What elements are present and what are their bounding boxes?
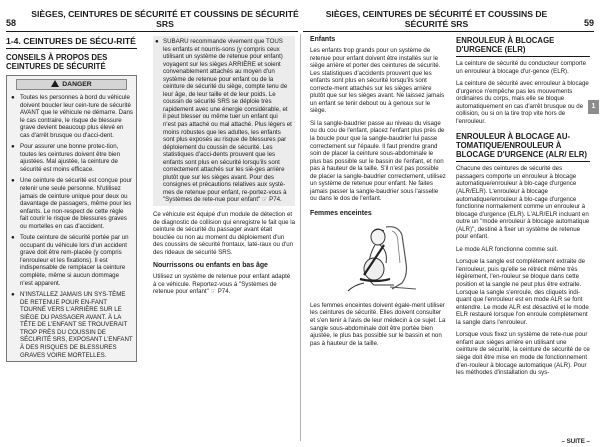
danger-continued-text: SUBARU recommande vivement que TOUS les enfants et nourris-sons (y compris ceux utilisant un système de retenue pour enfant) voyagent sur les sièges ARRIÈRE et soient convenablement attachés au moyen d'un système de retenue pour enfant ou de la ceinture de sécurité du siège, compte tenu de leur âge, de leur taille et de leur poids. Le coussin de sécurité SRS se déploie très rapidement avec une énergie considérable, et il peut blesser ou même tuer un enfant qui n'est pas attaché ou mal attaché. Plus légers et moins robustes que les adultes, les enfants sont plus exposés au risque de blessures par déploiement du coussin de sécurité. Les statistiques d'acci-dents prouvent que les enfants sont plus en sécurité lorsqu'ils sont correctement attachés sur les siè-ges arrière plutôt que sur les sièges avant. Pour des consignes et précautions relatives aux systè-mes de retenue pour enfant, re-portez-vous à "Systèmes de rete-nue pour enfant" ☞ P74.	[163, 38, 292, 204]
danger-item: ● N'INSTALLEZ JAMAIS UN SYS-TÈME DE RETENUE POUR EN-FANT TOURNÉ VERS L'ARRIÈRE SUR LE SIÈGE DU PASSAGER AVANT. À LA TÊTE DE L'ENFANT SE TROUVERAIT TROP PRÈS DU COUSSIN DE SÉCURITÉ SRS, EXPOSANT L'ENFANT À DES RISQUES DE BLESSURES GRAVES VOIRE MORTELLES.	[11, 291, 133, 359]
danger-continued-box	[153, 36, 295, 206]
alr-elr-paragraph-4: Lorsque vous fixez un système de rete-nue pour enfant aux sièges arrière en utilisant une ceinture de sécurité, la ceinture de sécurité de ce siège doit être mise en mode de fonctionnement d'en-rouleur à blocage automatique (ALR). Pour les méthodes d'installation du sys-	[456, 331, 590, 377]
body-paragraph: Ce véhicule est équipé d'un module de détection et de diagnostic de collision qui enregistre le fait que la ceinture de sécurité du passager avant était bouclée ou non au moment du déploiement d'un des coussins de sécurité frontaux, laté-raux ou d'un des rideaux de sécurité SRS.	[153, 211, 296, 256]
elr-rule	[456, 56, 590, 57]
alr-elr-rule	[456, 161, 590, 162]
column-2	[153, 36, 295, 296]
right-page-number: 59	[583, 18, 594, 28]
pregnant-woman-seatbelt-illustration	[328, 223, 428, 297]
elr-heading: ENROULEUR À BLOCAGE D'URGENCE (ELR)	[456, 36, 555, 54]
infants-heading: Nourrissons ou enfants en bas âge	[153, 262, 268, 270]
alr-elr-heading: ENROULEUR À BLOCAGE AU-TOMATIQUE/ENROULEUR À BLOCAGE D'URGENCE (ALR/ ELR)	[456, 132, 587, 160]
pregnant-paragraph: Les femmes enceintes doivent égale-ment utiliser les ceintures de sécurité. Elles doivent consulter et s'en tenir à l'avis de leur médecin à ce sujet. La sangle sous-abdominale doit être portée bien ajustée, le plus bas possible sur le bassin et non pas à hauteur de la taille.	[310, 301, 446, 347]
danger-list	[10, 94, 133, 359]
right-page-header	[303, 0, 594, 30]
danger-item: ● Toute ceinture de sécurité portée par un occupant du véhicule lors d'un accident grave doit être rem-placée (y compris l'enrouleur et les fixations). Il est indispensable de remplacer la ceinture complète, même si aucun dommage n'est apparent.	[11, 234, 129, 287]
children-paragraph-1: Les enfants trop grands pour un système de retenue pour enfant doivent être installés sur le siège arrière et porter des ceintures de sécurité. Les statistiques d'accidents prouvent que les enfants sont plus en sécurité lorsqu'ils sont correcte-ment attachés sur les sièges arrière plutôt que sur les sièges avant. Ne laissez jamais un enfant se tenir debout ou à genoux sur le siège.	[310, 47, 445, 115]
danger-header	[16, 79, 127, 90]
infants-paragraph: Utilisez un système de retenue pour enfant adapté à ce véhicule. Reportez-vous à "Systèmes de retenue pour enfant" ☞ P74.	[153, 273, 291, 296]
bullet-icon: ●	[11, 177, 15, 185]
column-3	[310, 36, 446, 347]
chapter-tab: 1	[588, 100, 599, 114]
children-heading: Enfants	[310, 36, 336, 43]
right-page-title: SIÈGES, CEINTURES DE SÉCURITÉ ET COUSSINS DE SÉCURITÉ SRS	[325, 9, 548, 29]
bullet-icon: ●	[11, 234, 15, 242]
alr-elr-paragraph-2: Le mode ALR fonctionne comme suit.	[456, 245, 559, 253]
elr-paragraph-1: La ceinture de sécurité du conducteur comporte un enrouleur à blocage d'ur-gence (ELR).	[456, 60, 587, 75]
section-rule	[6, 48, 137, 49]
column-1	[6, 36, 137, 362]
alr-elr-paragraph-3: Lorsque la sangle est complètement extraite de l'enrouleur, puis qu'elle se rétrécit même très légèrement, l'en-rouleur se bloque dans cette position et la sangle ne peut plus être extraite. Lorsque la sangle s'enroule, des cliquets indi-quant que l'enrouleur est en mode ALR se font entendre. Le mode ALR est désactivé et le mode ELR restauré lorsque l'on enroule complètement la sangle dans l'enrouleur.	[456, 258, 589, 326]
warning-triangle-icon	[51, 80, 59, 87]
right-header-rule	[303, 31, 594, 32]
elr-paragraph-2: La ceinture de sécurité avec enrouleur à blocage d'urgence n'empêche pas les mouvements ordinaires du corps, mais elle se bloque automatiquement en cas d'arrêt brusque ou de collision, ou si on la tire trop vite hors de l'enrouleur.	[456, 80, 589, 125]
column-4	[456, 36, 590, 377]
alr-elr-paragraph-1: Chacune des ceintures de sécurité des passagers comporte un enrouleur à blocage automatique/enrouleur à blo-cage d'urgence (ALR/ELR). L'enrouleur à blocage automatique/enrouleur à blo-cage d'urgence fonctionne normalement comme un enrouleur à blocage d'urgence (ELR). L'ALR/ELR incluant en outre un "mode enrouleur à blocage automatique (ALR)", destiné à fixer un système de retenue pour enfant.	[456, 165, 590, 241]
page-gutter	[300, 34, 301, 441]
left-page-title: SIÈGES, CEINTURES DE SÉCURITÉ ET COUSSINS DE SÉCURITÉ SRS	[31, 9, 299, 29]
continued-label: – SUITE –	[561, 438, 590, 445]
left-page-number: 58	[6, 18, 17, 28]
bullet-icon: ●	[11, 94, 15, 101]
bullet-icon: ●	[155, 38, 159, 45]
danger-item: ● Pour assurer une bonne protec-tion, toutes les ceintures doivent être bien ajustées. Mal ajustée, la ceinture de sécurité est moins efficace.	[11, 143, 121, 173]
pregnant-heading: Femmes enceintes	[310, 209, 372, 217]
danger-item: ● Toutes les personnes à bord du véhicule doivent boucler leur cein-ture de sécurité AVANT que le véhicule ne démarre. Dans le cas contraire, le risque de blessure grave devient beaucoup plus élevé en cas d'arrêt brusque ou d'acci-dent.	[11, 94, 133, 139]
left-page-header	[6, 0, 300, 30]
bullet-icon: ●	[11, 291, 15, 299]
subsection-title: CONSEILS À PROPOS DES CEINTURES DE SÉCURITÉ	[6, 53, 108, 71]
children-paragraph-2: Si la sangle-baudrier passe au niveau du visage ou du cou de l'enfant, placez l'enfant plus près de la boucle pour que la sangle-baudrier lui passe correctement sur l'épaule. Il faut prendre grand soin de placer la ceinture sous-abdominale le plus bas possible sur le bassin de l'enfant, et non pas à hauteur de la taille. S'il n'est pas possible de placer la sangle-baudrier correctement, utilisez un système de retenue pour enfant. Ne faites jamais passer la sangle-baudrier sous l'aisselle ou dans le dos de l'enfant.	[310, 119, 446, 203]
danger-box	[6, 75, 137, 362]
section-title: 1-4. CEINTURES DE SÉCU-RITÉ	[6, 36, 136, 46]
left-header-rule	[6, 31, 298, 32]
bullet-icon: ●	[11, 143, 15, 151]
danger-item: ● Une ceinture de sécurité est conçue pour retenir une seule personne. N'utilisez jamais de ceinture unique pour deux ou davantage de passagers, même pour les enfants. Le non-respect de cette règle fait courir le risque de blessures graves ou mortelles en cas d'accident.	[11, 177, 132, 230]
danger-label: DANGER	[62, 81, 92, 88]
